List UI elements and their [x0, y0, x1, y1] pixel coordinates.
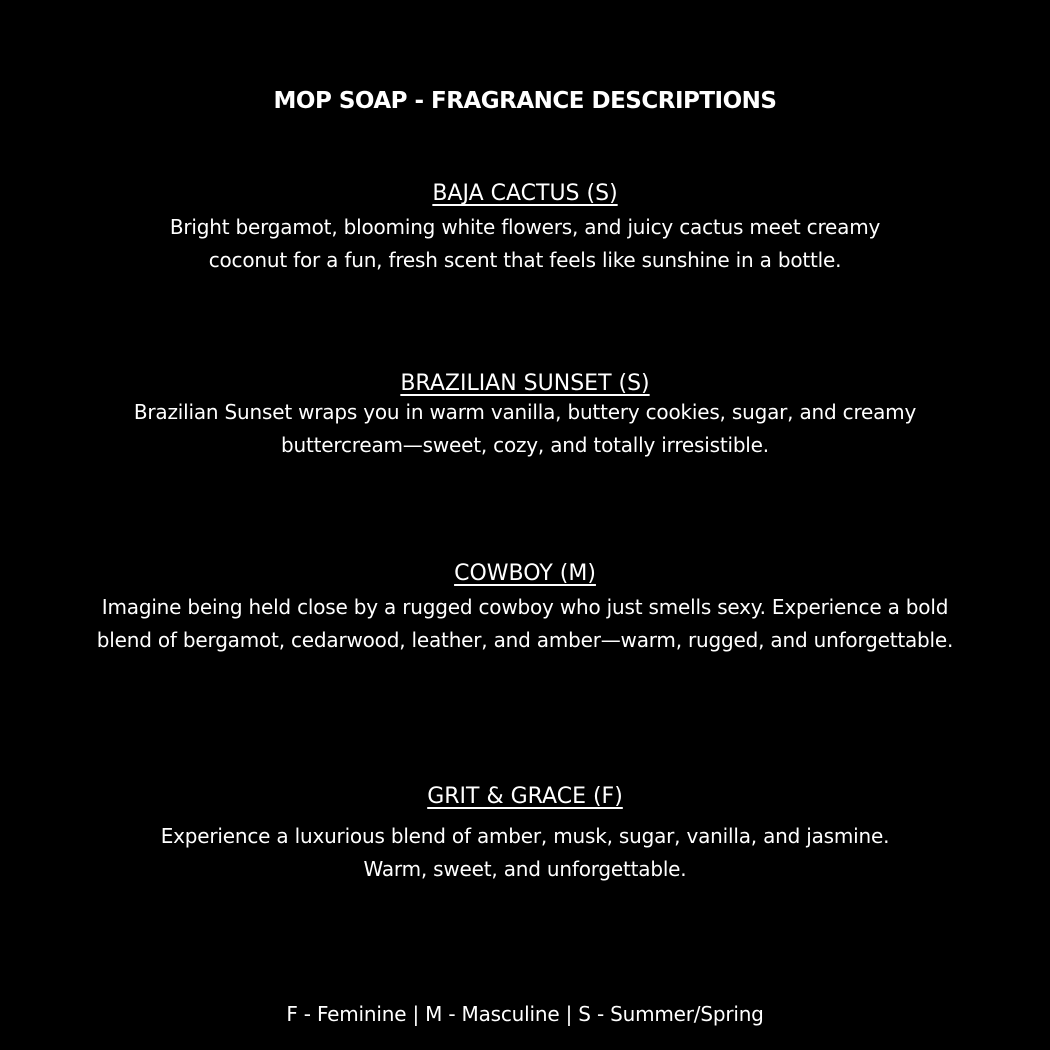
fragrance-name: GRIT & GRACE (F): [427, 784, 623, 809]
fragrance-entry-cowboy: [40, 557, 1010, 657]
fragrance-description: Bright bergamot, blooming white flowers, and juicy cactus meet creamy coconut for a fun, fresh scent that feels like sunshine in a bottle.: [169, 215, 881, 272]
fragrance-name: BAJA CACTUS (S): [432, 181, 618, 206]
fragrance-entry-baja-cactus: [40, 177, 1010, 277]
fragrance-description: Experience a luxurious blend of amber, musk, sugar, vanilla, and jasmine. Warm, sweet, and unforgettable.: [160, 824, 890, 881]
fragrance-description: Brazilian Sunset wraps you in warm vanilla, buttery cookies, sugar, and creamy buttercream—sweet, cozy, and totally irresistible.: [133, 400, 917, 457]
fragrance-entry-brazilian-sunset: [40, 367, 1010, 462]
page-title: MOP SOAP - FRAGRANCE DESCRIPTIONS: [273, 88, 777, 114]
fragrance-name: COWBOY (M): [454, 561, 596, 586]
fragrance-entry-grit-and-grace: [40, 780, 1010, 886]
legend: F - Feminine | M - Masculine | S - Summer/Spring: [286, 1002, 764, 1026]
fragrance-description: Imagine being held close by a rugged cowboy who just smells sexy. Experience a bold blend of bergamot, cedarwood, leather, and amber—warm, rugged, and unforgettable.: [96, 595, 954, 652]
fragrance-name: BRAZILIAN SUNSET (S): [400, 371, 650, 396]
